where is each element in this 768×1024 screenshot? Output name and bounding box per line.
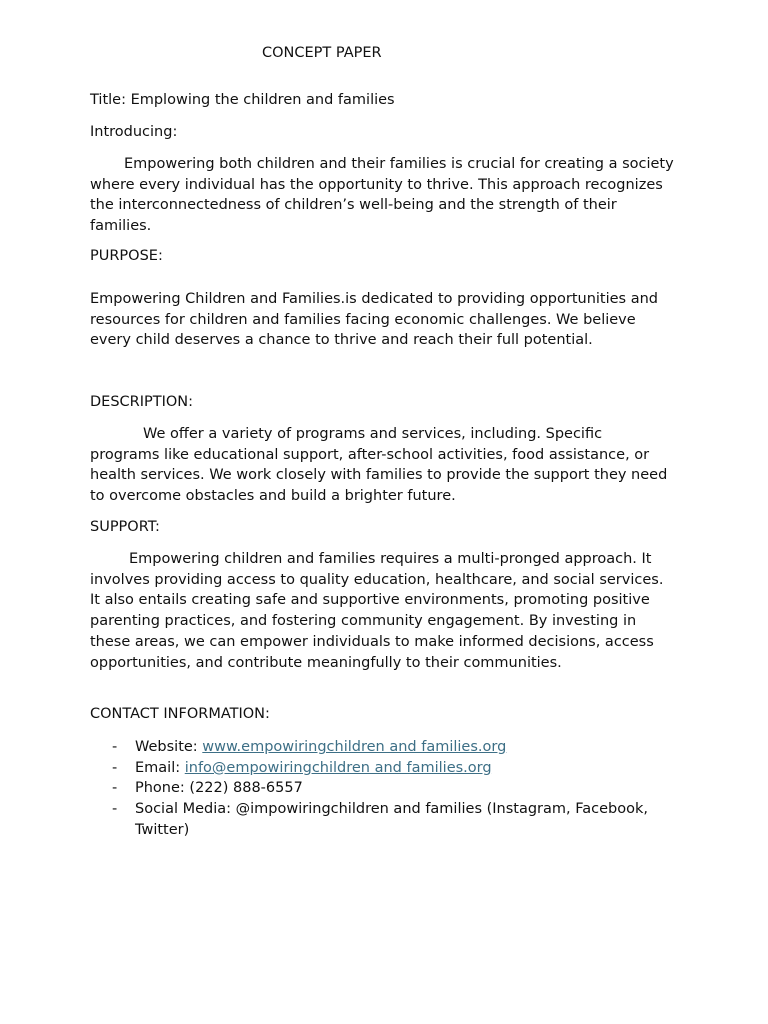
bullet-dash: - xyxy=(112,739,118,755)
website-link[interactable]: www.empowiringchildren and families.org xyxy=(202,739,507,755)
email-link[interactable]: info@empowiringchildren and families.org xyxy=(184,759,492,776)
social-text: Social Media: @impowiringchildren and families (Instagram, Facebook, Twitter) xyxy=(135,801,648,838)
contact-item-phone xyxy=(90,778,675,799)
document-heading: CONCEPT PAPER xyxy=(262,45,382,61)
description-label: DESCRIPTION: xyxy=(90,394,194,410)
description-paragraph: We offer a variety of programs and services, including. Specific programs like educational support, after-school activities, food assistance, or health services. We work closely with families to provide the support they need to overcome obstacles and build a brighter future. xyxy=(90,426,668,505)
phone-text: Phone: (222) 888-6557 xyxy=(135,780,303,797)
bullet-dash: - xyxy=(112,780,118,797)
contact-item-website xyxy=(90,737,675,758)
support-paragraph: Empowering children and families requires a multi-pronged approach. It involves providing access to quality education, healthcare, and social services. It also entails creating safe and supportive environments, promoting positive parenting practices, and fostering community engagement. By investing in these areas, we can empower individuals to make informed decisions, access opportunities, and contribute meaningfully to their communities. xyxy=(90,551,664,671)
purpose-label: PURPOSE: xyxy=(90,248,163,264)
bullet-dash: - xyxy=(112,801,118,818)
website-label: Website: xyxy=(135,739,203,755)
purpose-paragraph: Empowering Children and Families.is dedicated to providing opportunities and resources for children and families facing economic challenges. We believe every child deserves a chance to thrive and reach their full potential. xyxy=(90,291,658,349)
contact-item-social xyxy=(90,799,675,840)
intro-paragraph: Empowering both children and their families is crucial for creating a society where every individual has the opportunity to thrive. This approach recognizes the interconnectedness of children’s well-being and the strength of their families. xyxy=(90,156,674,235)
contact-label: CONTACT INFORMATION: xyxy=(90,706,270,722)
intro-label: Introducing: xyxy=(90,124,178,140)
contact-item-email xyxy=(90,758,675,779)
bullet-dash: - xyxy=(112,759,118,776)
support-label: SUPPORT: xyxy=(90,519,160,535)
email-label: Email: xyxy=(135,759,185,776)
contact-list xyxy=(90,737,675,841)
title-line: Title: Emplowing the children and families xyxy=(90,92,395,108)
